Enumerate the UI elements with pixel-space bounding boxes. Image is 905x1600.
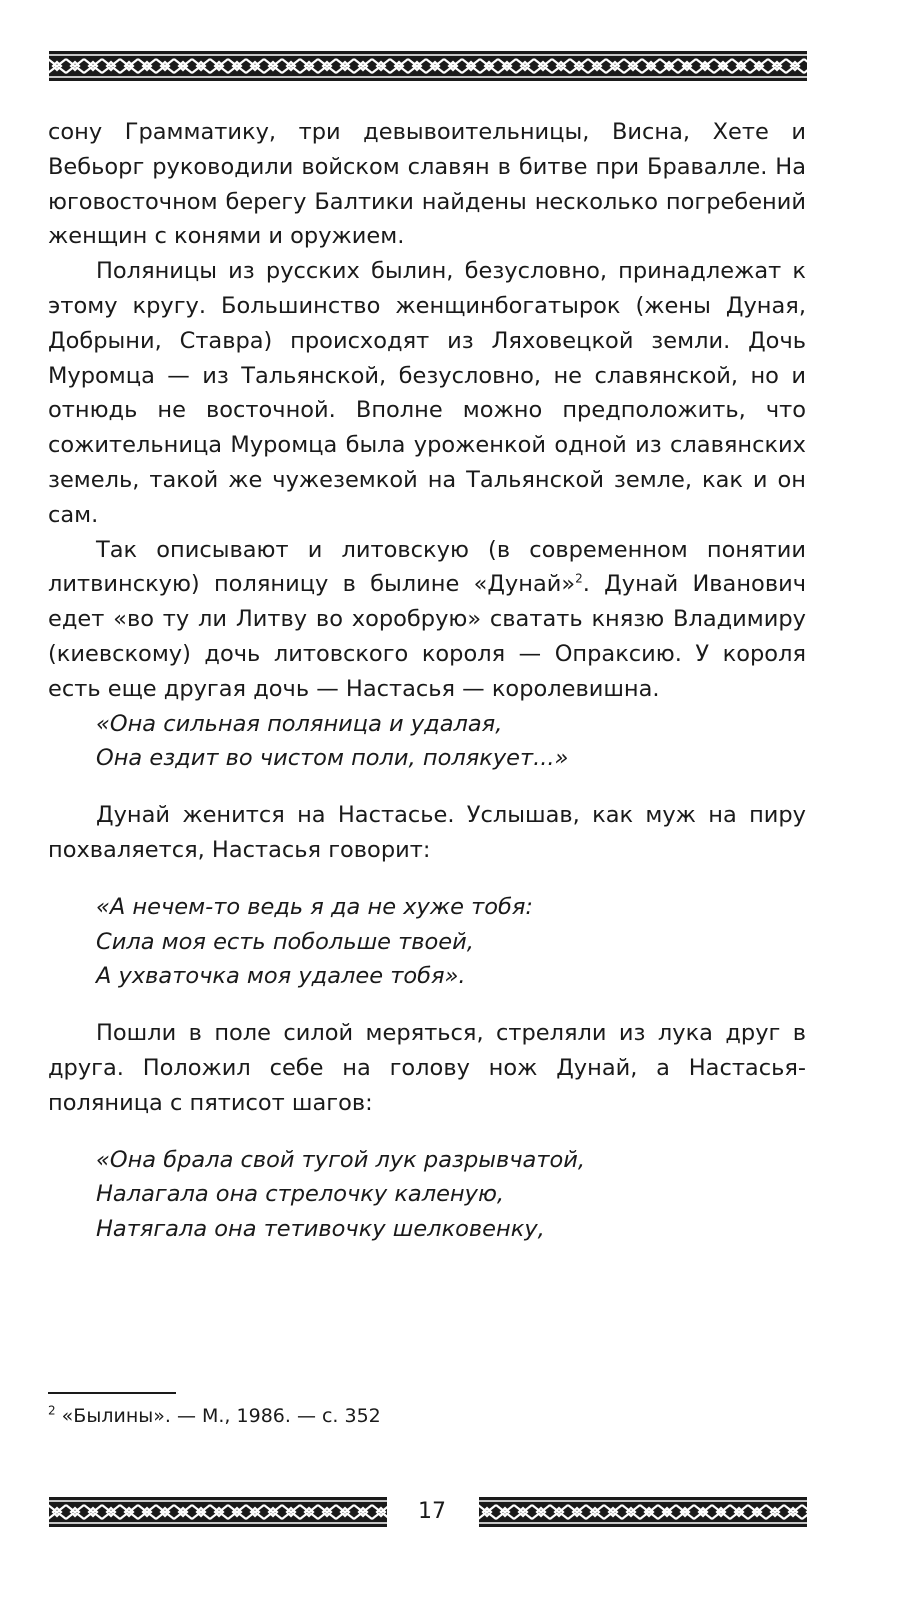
page-number: 17 [418,1499,446,1524]
verse-line: «Она брала свой тугой лук разрывчатой, [96,1146,585,1173]
bottom-right-ornament-border [478,1494,808,1530]
verse-line: «А нечем-то ведь я да не хуже тобя: [96,893,533,920]
footnote-reference: 2 [575,571,583,586]
verse-3 [48,1143,806,1247]
footnote [48,1402,748,1430]
paragraph-5: Пошли в поле силой меряться, стреляли из лука друг в друга. Положил себе на голову нож Дунай, а Настасья-поляница с пятисот шагов: [48,1020,806,1116]
verse-line: Натягала она тетивочку шелковенку, [96,1216,545,1243]
paragraph-4: Дунай женится на Настасье. Услышав, как муж на пиру похваляется, Настасья говорит: [48,802,806,863]
verse-2 [48,890,806,994]
main-text [48,115,806,1247]
paragraph-1: сону Грамматику, три девывоительницы, Висна, Хете и Вебьорг руководили войском славян в битве при Бравалле. На юговосточном берегу Балтики найдены несколько погребений женщин с конями и оружием. [48,119,806,250]
verse-1 [48,707,806,777]
paragraph-3-text-continued: . Дунай Иванович едет «во ту ли Литву во хоробрую» сватать князю Владимиру (киевскому) дочь литовского короля — Опраксию. У короля есть еще другая дочь — Настасья — королевишна. [48,571,806,702]
paragraph-3 [48,533,806,707]
footnote-text: «Былины». — М., 1986. — с. 352 [55,1405,381,1427]
top-ornament-border [48,48,808,84]
verse-line: А ухваточка моя удалее тобя». [96,963,466,990]
verse-line: Сила моя есть побольше твоей, [96,928,474,955]
footnote-divider [48,1392,176,1394]
verse-line: «Она сильная поляница и удалая, [96,710,503,737]
paragraph-3-text: Так описывают и литовскую (в современном понятии литвинскую) поляницу в былине «Дунай» [48,536,806,598]
bottom-left-ornament-border [48,1494,388,1530]
paragraph-2: Поляницы из русских былин, безусловно, принадлежат к этому кругу. Большинство женщинбогатырок (жены Дуная, Добрыни, Ставра) происходят из Ляховецкой земли. Дочь Муромца — из Тальянской, безусловно, не славянской, но и отнюдь не восточной. Вполне можно предположить, что сожительница Муромца была уроженкой одной из славянских земель, такой же чужеземкой на Тальянской земле, как и он сам. [48,258,806,528]
footnote-mark: 2 [48,1403,56,1418]
verse-line: Налагала она стрелочку каленую, [96,1181,505,1208]
verse-line: Она ездит во чистом поли, полякует...» [96,745,569,772]
